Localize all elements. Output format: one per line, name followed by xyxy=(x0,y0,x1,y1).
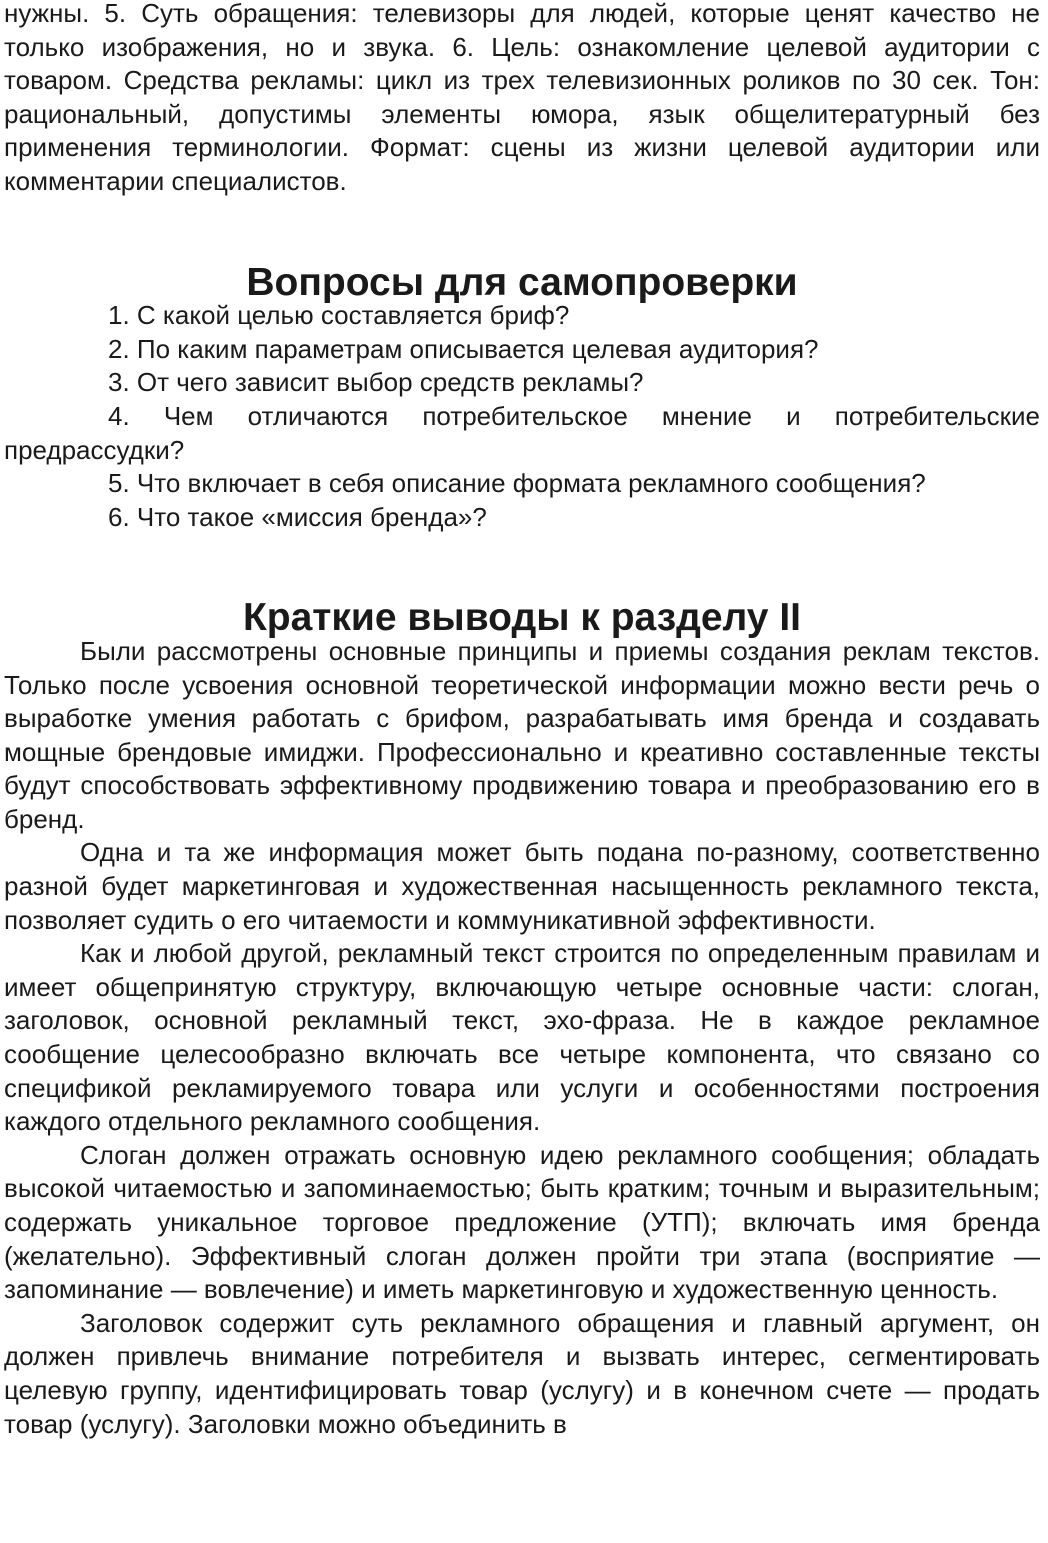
self-check-title: Вопросы для самопроверки xyxy=(246,260,798,304)
question-item: 5. Что включает в себя описание формата рекламного сообщения? xyxy=(108,468,926,499)
summary-paragraph: Заголовок содержит суть рекламного обращения и главный аргумент, он должен привлечь внимание потребителя и вызвать интерес, сегментировать целевую группу, идентифицировать товар (услугу) и в конечном счете — продать товар (услугу). Заголовки можно объединить в xyxy=(4,1307,1040,1439)
intro-paragraph: нужны. 5. Суть обращения: телевизоры для людей, которые ценят качество не только изображения, но и звука. 6. Цель: ознакомление целевой аудитории с товаром. Средства рекламы: цикл из трех телевизионных роликов по 30 сек. Тон: рациональный, допустимы элементы юмора, язык общелитературный без применения терминологии. Формат: сцены из жизни целевой аудитории или комментарии специалистов. xyxy=(4,0,1040,196)
summary-title: Краткие выводы к разделу II xyxy=(242,596,802,640)
question-item: 6. Что такое «миссия бренда»? xyxy=(108,501,487,532)
question-item: 4. Чем отличаются потребительское мнение и потребительские предрассудки? xyxy=(4,400,1040,465)
summary-paragraph: Были рассмотрены основные принципы и приемы создания реклам текстов. Только после усвоения основной теоретической информации можно вести речь о выработке умения работать с брифом, разрабатывать имя бренда и создавать мощные брендовые имиджи. Профессионально и креативно составленные тексты будут способствовать эффективному продвижению товара и преобразованию его в бренд. xyxy=(4,635,1040,834)
question-item: 1. С какой целью составляется бриф? xyxy=(108,300,570,331)
summary-paragraph: Слоган должен отражать основную идею рекламного сообщения; обладать высокой читаемостью и запоминаемостью; быть кратким; точным и выразительным; содержать уникальное торговое предложение (УТП); включать имя бренда (желательно). Эффективный слоган должен пройти три этапа (восприятие — запоминание — вовлечение) и иметь маркетинговую и художественную ценность. xyxy=(4,1139,1040,1305)
summary-paragraph: Как и любой другой, рекламный текст строится по определенным правилам и имеет общепринятую структуру, включающую четыре основные части: слоган, заголовок, основной рекламный текст, эхо-фраза. Не в каждое рекламное сообщение целесообразно включать все четыре компонента, что связано со спецификой рекламируемого товара или услуги и особенностями построения каждого отдельного рекламного сообщения. xyxy=(4,938,1040,1137)
question-item: 2. По каким параметрам описывается целевая аудитория? xyxy=(108,333,819,364)
question-item: 3. От чего зависит выбор средств рекламы? xyxy=(108,367,644,398)
summary-paragraph: Одна и та же информация может быть подана по-разному, соответственно разной будет маркетинговая и художественная насыщенность рекламного текста, позволяет судить о его читаемости и коммуникативной эффективности. xyxy=(4,837,1040,935)
self-check-questions xyxy=(4,299,1040,534)
